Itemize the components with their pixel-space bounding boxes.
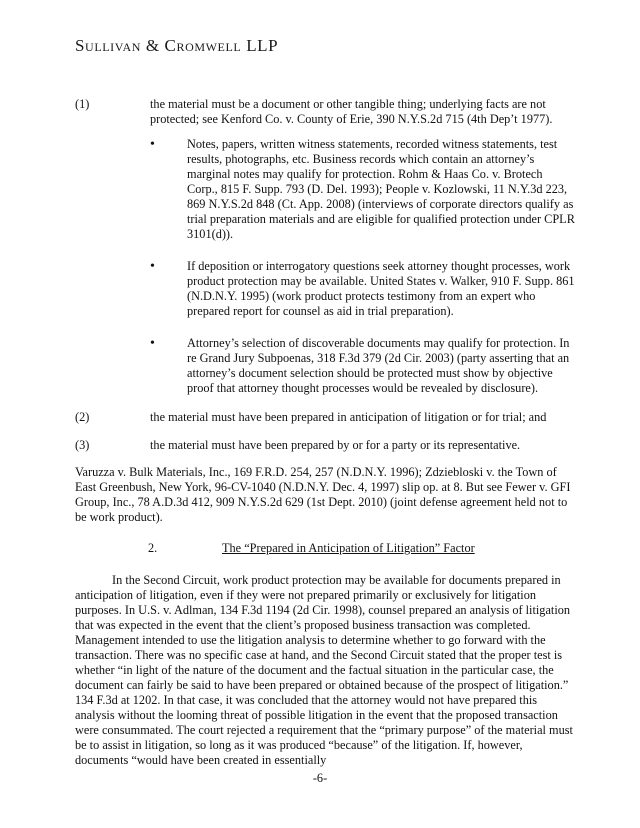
bullet-text: Attorney’s selection of discoverable documents may qualify for protection. In re Grand Jury Subpoenas, 318 F.3d 379 (2d Cir. 2003) (party asserting that an attorney’s document selection should be protected must show by objective proof that attorney thought processes would be revealed by disclosure).	[187, 336, 570, 395]
section-number: 2.	[148, 541, 158, 555]
list-item	[75, 410, 575, 425]
list-item-text: the material must have been prepared by or for a party or its representative.	[150, 438, 521, 452]
list-item-number: (2)	[75, 410, 90, 424]
bullet-item	[150, 137, 575, 242]
list-item-text: the material must be a document or other tangible thing; underlying facts are not protected; see Kenford Co. v. County of Erie, 390 N.Y.S.2d 715 (4th Dep’t 1977).	[150, 97, 553, 126]
bullet-text: Notes, papers, written witness statements, recorded witness statements, test results, photographs, etc. Business records which contain an attorney’s marginal notes may qualify for protection. Rohm & Haas Co. v. Brotech Corp., 815 F. Supp. 793 (D. Del. 1993); People v. Kozlowski, 11 N.Y.3d 223, 869 N.Y.S.2d 848 (Ct. App. 2008) (interviews of corporate directors qualify as trial preparation materials and are eligible for qualified protection under CPLR 3101(d)).	[187, 137, 575, 241]
list-item-number: (3)	[75, 438, 90, 452]
firm-name: Sullivan & Cromwell LLP	[75, 36, 279, 55]
section-heading	[75, 541, 575, 556]
bullet-icon: •	[150, 137, 155, 152]
list-item-text: the material must have been prepared in anticipation of litigation or for trial; and	[150, 410, 547, 424]
page-number: -6-	[312, 771, 328, 785]
bullet-item	[150, 336, 575, 396]
bullet-list	[150, 137, 575, 396]
list-item-number: (1)	[75, 97, 90, 111]
list-item	[75, 97, 575, 127]
bullet-icon: •	[150, 336, 155, 351]
body-paragraph: In the Second Circuit, work product protection may be available for documents prepared in anticipation of litigation, even if they were not prepared primarily or exclusively for litigation purposes. In U.S. v. Adlman, 134 F.3d 1194 (2d Cir. 1998), counsel prepared an analysis of litigation that was expected in the event that the client’s proposed business transaction was completed. Management intended to use the litigation analysis to determine whether to go forward with the transaction. There was no specific case at hand, and the Second Circuit stated that the proper test is whether “in light of the nature of the document and the factual situation in the particular case, the document can fairly be said to have been prepared or obtained because of the prospect of litigation.” 134 F.3d at 1202. In that case, it was concluded that the attorney would not have prepared this analysis without the looming threat of possible litigation in the event that the proposed transaction were consummated. The court rejected a requirement that the “primary purpose” of the material must be to assist in litigation, so long as it was produced “because” of the litigation. If, however, documents “would have been created in essentially	[75, 573, 573, 767]
bullet-item	[150, 259, 575, 319]
document-body	[75, 97, 575, 768]
list-item	[75, 438, 575, 453]
bullet-icon: •	[150, 259, 155, 274]
citation-paragraph: Varuzza v. Bulk Materials, Inc., 169 F.R.D. 254, 257 (N.D.N.Y. 1996); Zdziebloski v. the Town of East Greenbush, New York, 96-CV-1040 (N.D.N.Y. Dec. 4, 1997) slip op. at 8. But see Fewer v. GFI Group, Inc., 78 A.D.3d 412, 909 N.Y.S.2d 629 (1st Dept. 2010) (joint defense agreement held not to be work product).	[75, 465, 571, 524]
section-title: The “Prepared in Anticipation of Litigation” Factor	[222, 541, 475, 555]
bullet-text: If deposition or interrogatory questions seek attorney thought processes, work product protection may be available. United States v. Walker, 910 F. Supp. 861 (N.D.N.Y. 1995) (work product protects testimony from an expert who prepared report for counsel as aid in trial preparation).	[187, 259, 575, 318]
